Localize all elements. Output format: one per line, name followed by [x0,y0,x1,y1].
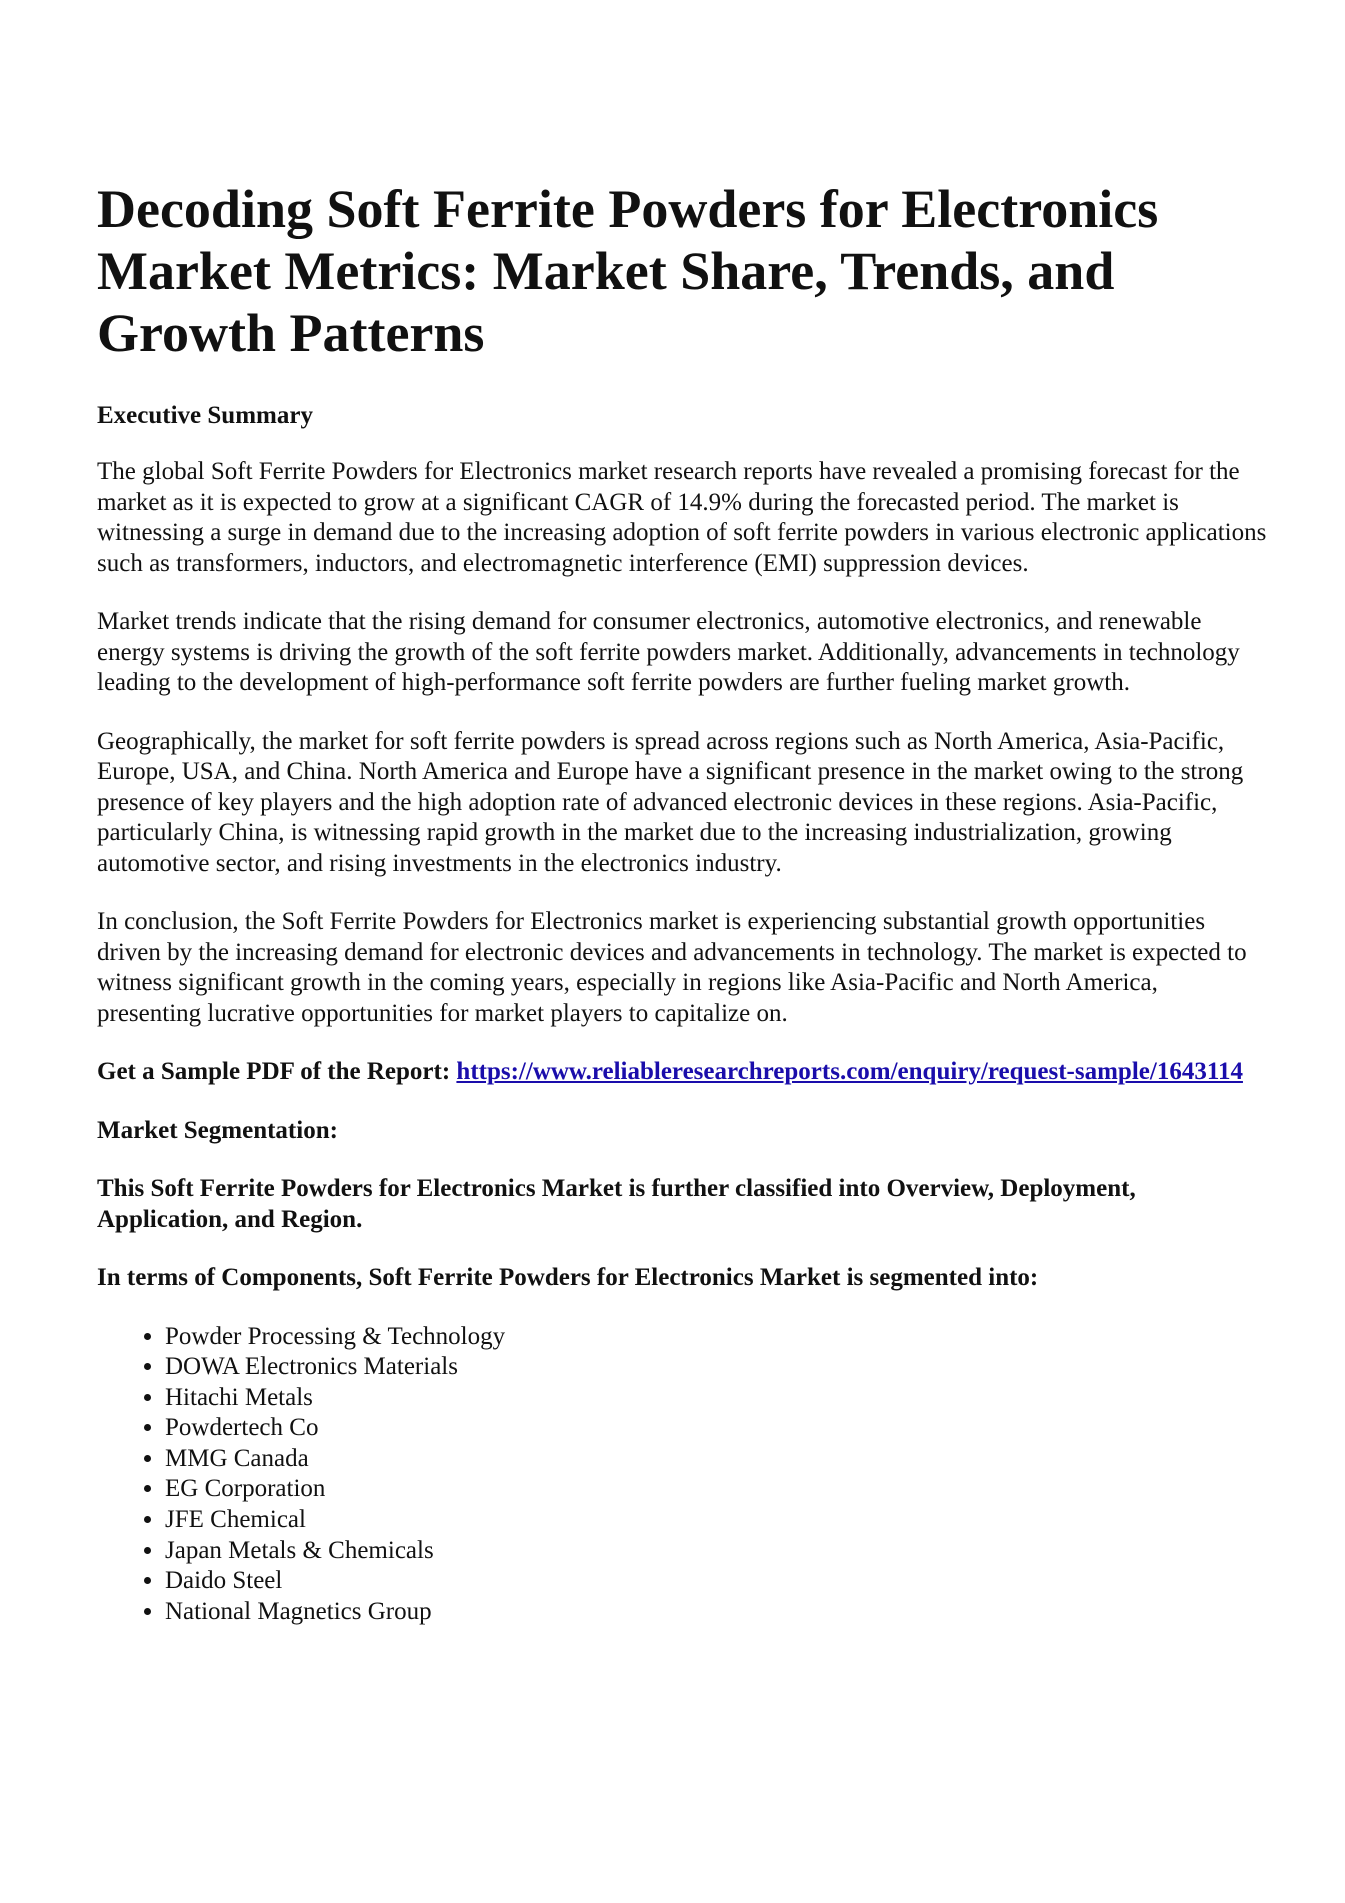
list-item: • Daido Steel [165,1566,1267,1597]
summary-paragraph-1: The global Soft Ferrite Powders for Electronics market research reports have revealed a promising forecast for the market as it is expected to grow at a significant CAGR of 14.9% during the forecasted period. The market is witnessing a surge in demand due to the increasing adoption of soft ferrite powders in various electronic applications such as transformers, inductors, and electromagnetic interference (EMI) suppression devices. [97,458,1267,577]
market-segmentation-heading: Market Segmentation: [97,1116,338,1144]
list-item: • Hitachi Metals [165,1383,1267,1414]
sample-pdf-link[interactable]: https://www.reliableresearchreports.com/enquiry/request-sample/1643114 [456,1058,1243,1085]
list-item: • EG Corporation [165,1474,1267,1505]
list-item: • JFE Chemical [165,1505,1267,1536]
list-item: • Powdertech Co [165,1413,1267,1444]
components-list [97,1322,1267,1628]
summary-paragraph-3: Geographically, the market for soft ferrite powders is spread across regions such as North America, Asia-Pacific, Europe, USA, and China. North America and Europe have a significant presence in the market owing to the strong presence of key players and the high adoption rate of advanced electronic devices in these regions. Asia-Pacific, particularly China, is witnessing rapid growth in the market due to the increasing industrialization, growing automotive sector, and rising investments in the electronics industry. [97,727,1244,877]
list-item: • MMG Canada [165,1444,1267,1475]
document-page [97,178,1267,1627]
components-heading: In terms of Components, Soft Ferrite Powders for Electronics Market is segmented into: [97,1264,1039,1291]
list-item: • Powder Processing & Technology [165,1322,1267,1353]
classification-text: This Soft Ferrite Powders for Electronics Market is further classified into Overview, Deployment, Application, and Region. [97,1175,1136,1233]
list-item: • National Magnetics Group [165,1597,1267,1628]
page-title: Decoding Soft Ferrite Powders for Electronics Market Metrics: Market Share, Trends, and Growth Patterns [97,179,1159,363]
executive-summary-heading: Executive Summary [97,402,313,429]
sample-pdf-label: Get a Sample PDF of the Report: [97,1058,457,1085]
list-item: • DOWA Electronics Materials [165,1352,1267,1383]
summary-paragraph-2: Market trends indicate that the rising demand for consumer electronics, automotive electronics, and renewable energy systems is driving the growth of the soft ferrite powders market. Additionally, advancements in technology leading to the development of high-performance soft ferrite powders are further fueling market growth. [97,608,1240,696]
summary-paragraph-4: In conclusion, the Soft Ferrite Powders for Electronics market is experiencing substantial growth opportunities driven by the increasing demand for electronic devices and advancements in technology. The market is expected to witness significant growth in the coming years, especially in regions like Asia-Pacific and North America, presenting lucrative opportunities for market players to capitalize on. [97,908,1247,1027]
list-item: • Japan Metals & Chemicals [165,1536,1267,1567]
sample-pdf-line [97,1057,1267,1088]
